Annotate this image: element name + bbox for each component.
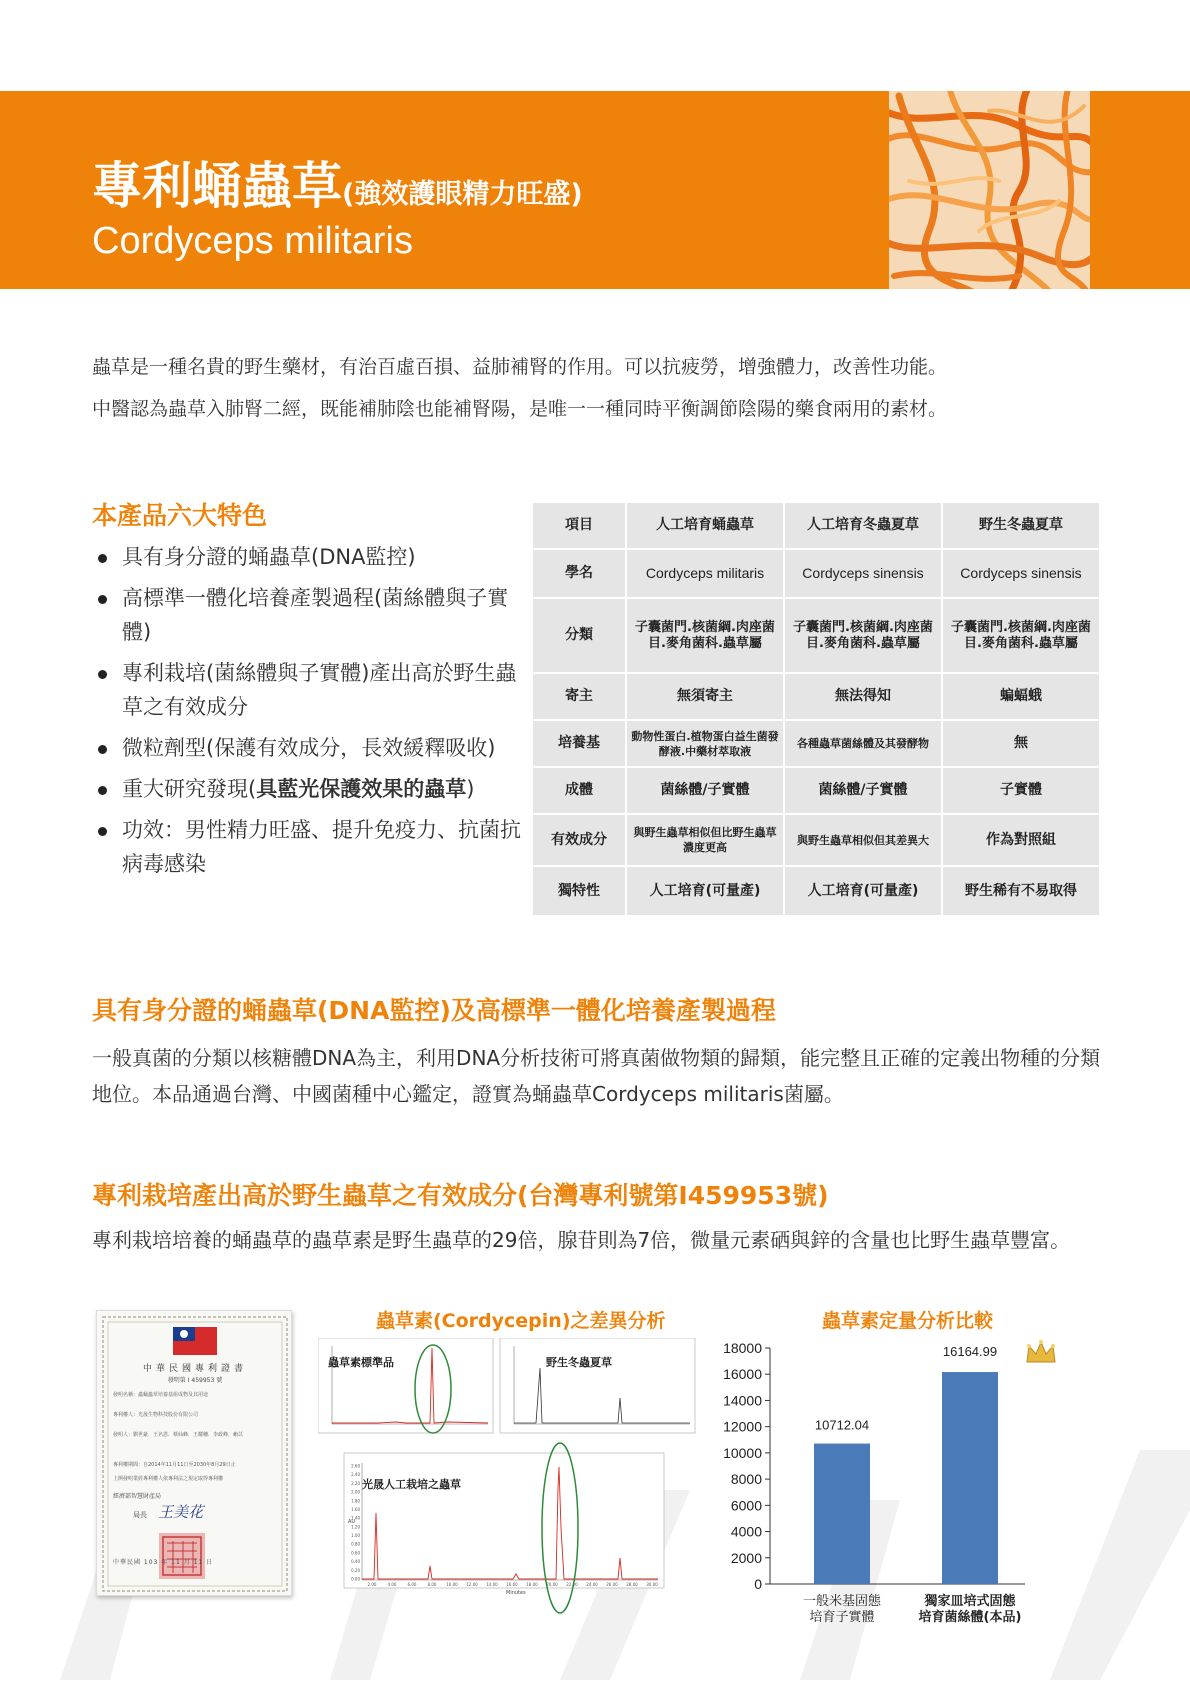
table-cell: 與野生蟲草相似但比野生蟲草濃度更高 xyxy=(627,815,783,865)
hplc-y-tick-label: 2.60 xyxy=(351,1463,360,1469)
category-label: 獨家皿培式固態 xyxy=(924,1594,1016,1609)
table-cell: 人工培育(可量產) xyxy=(627,867,783,915)
patent-section-body: 專利栽培培養的蛹蟲草的蟲草素是野生蟲草的29倍，腺苷則為7倍，微量元素硒與鋅的含量也比野生蟲草豐富。 xyxy=(92,1228,1071,1252)
y-tick-label: 4000 xyxy=(730,1523,762,1540)
hplc-y-tick-label: 1.80 xyxy=(351,1498,360,1504)
hplc-x-tick-label: 26.00 xyxy=(606,1582,618,1587)
table-cell: Cordyceps militaris xyxy=(627,550,783,597)
hplc-y-tick-label: 1.20 xyxy=(351,1524,360,1530)
row-label: 培養基 xyxy=(533,721,625,766)
hplc-y-tick-label: 2.00 xyxy=(351,1489,360,1495)
table-cell: 子實體 xyxy=(943,768,1099,813)
feature-highlight: 具藍光保護效果的蟲草 xyxy=(256,777,467,801)
dna-section-body: 一般真菌的分類以核糖體DNA為主，利用DNA分析技術可將真菌做物類的歸類，能完整且正確的定義出物種的分類地位。本品通過台灣、中國菌種中心鑑定，證實為蛹蟲草Cordyceps militaris菌屬。 xyxy=(92,1046,1101,1106)
table-cell: 無法得知 xyxy=(785,674,941,719)
y-tick-label: 14000 xyxy=(723,1392,762,1409)
feature-item: 具有身分證的蛹蟲草(DNA監控) xyxy=(96,540,526,574)
certificate-row: 專利權人：光晟生物科技股份有限公司 xyxy=(113,1412,199,1418)
patent-certificate xyxy=(96,1310,292,1596)
row-label: 分類 xyxy=(533,599,625,672)
hplc-x-tick-label: 14.00 xyxy=(486,1582,498,1587)
table-row xyxy=(533,815,1099,865)
table-cell: 人工培育(可量產) xyxy=(785,867,941,915)
certificate-note: 上開發明業經專利權人依專利法之規定取得專利權 xyxy=(113,1476,224,1482)
feature-item: 微粒劑型(保護有效成分，長效緩釋吸收) xyxy=(96,731,526,765)
features-heading: 本產品六大特色 xyxy=(92,501,268,530)
table-row xyxy=(533,550,1099,597)
hplc-x-tick-label: 10.00 xyxy=(446,1582,458,1587)
table-header-cell: 人工培育冬蟲夏草 xyxy=(785,503,941,548)
hplc-panel-label: 野生冬蟲夏草 xyxy=(546,1356,612,1369)
bar-chart-bars xyxy=(814,1372,998,1584)
feature-item xyxy=(96,772,526,806)
table-row xyxy=(533,768,1099,813)
table-cell: Cordyceps sinensis xyxy=(785,550,941,597)
hplc-x-tick-label: 30.00 xyxy=(646,1582,658,1587)
hplc-panel-label: 蟲草素標準品 xyxy=(328,1356,394,1369)
y-tick-label: 8000 xyxy=(730,1471,762,1488)
y-tick-label: 0 xyxy=(754,1576,762,1592)
hplc-y-tick-label: 2.40 xyxy=(351,1472,360,1478)
hplc-x-tick-label: 4.00 xyxy=(387,1582,397,1587)
table-cell: 各種蟲草菌絲體及其發酵物 xyxy=(785,721,941,766)
certificate-row: 發明人：劉世豪．王名恩．蔡仙蜂．王耀穗．李政峰．賴苡 xyxy=(113,1432,244,1438)
bar-value-label: 10712.04 xyxy=(814,1417,870,1433)
features-list xyxy=(96,540,526,888)
cordyceps-photo xyxy=(889,91,1090,289)
category-label: 培育菌絲體(本品) xyxy=(918,1610,1022,1625)
intro-line-2: 中醫認為蟲草入肺腎二經，既能補肺陰也能補腎陽，是唯一一種同時平衡調節陰陽的藥食兩用的素材。 xyxy=(92,398,948,420)
hplc-y-tick-label: 0.40 xyxy=(351,1559,360,1565)
hplc-y-tick-label: 0.80 xyxy=(351,1541,360,1547)
hplc-panel-label: 光晟人工栽培之蟲草 xyxy=(362,1478,461,1491)
cordycepin-bar-chart xyxy=(720,1330,1070,1630)
hplc-y-axis-label: AU xyxy=(348,1519,356,1525)
row-label: 寄主 xyxy=(533,674,625,719)
hplc-x-tick-label: 16.00 xyxy=(506,1582,518,1587)
hplc-y-tick-label: 1.00 xyxy=(351,1533,360,1539)
table-cell: 動物性蛋白.植物蛋白益生菌發酵液.中藥材萃取液 xyxy=(627,721,783,766)
certificate-chief: 局長 xyxy=(133,1511,147,1519)
hplc-y-tick-label: 0.60 xyxy=(351,1550,360,1556)
page-title-english: Cordyceps militaris xyxy=(92,220,413,262)
hplc-chromatograms xyxy=(318,1338,698,1618)
official-seal xyxy=(97,1311,293,1597)
row-label: 有效成分 xyxy=(533,815,625,865)
table-row xyxy=(533,674,1099,719)
y-tick-label: 10000 xyxy=(723,1444,762,1461)
certificate-title: 中華民國專利證書 xyxy=(142,1364,247,1374)
table-header-cell: 野生冬蟲夏草 xyxy=(943,503,1099,548)
feature-text: 重大研究發現( xyxy=(122,777,257,801)
feature-text: ) xyxy=(466,777,475,801)
hplc-x-tick-label: 2.00 xyxy=(367,1582,377,1587)
table-row xyxy=(533,867,1099,915)
hplc-x-tick-label: 6.00 xyxy=(407,1582,417,1587)
hplc-y-tick-label: 1.40 xyxy=(351,1515,360,1521)
certificate-signature: 王美花 xyxy=(158,1503,204,1521)
category-label: 一般米基固態 xyxy=(802,1594,882,1609)
feature-item: 專利栽培(菌絲體與子實體)產出高於野生蟲草之有效成分 xyxy=(96,656,526,724)
hplc-y-tick-label: 0.20 xyxy=(351,1567,360,1573)
table-cell: 蝙蝠蛾 xyxy=(943,674,1099,719)
crown-icon xyxy=(1027,1340,1055,1362)
table-header-row xyxy=(533,503,1099,548)
row-label: 成體 xyxy=(533,768,625,813)
table-cell: 子囊菌門.核菌綱.肉座菌目.麥角菌科.蟲草屬 xyxy=(785,599,941,672)
table-cell: 無 xyxy=(943,721,1099,766)
table-row xyxy=(533,599,1099,672)
hplc-y-tick-label: 0.00 xyxy=(351,1576,360,1582)
row-label: 獨特性 xyxy=(533,867,625,915)
table-cell: 無須寄主 xyxy=(627,674,783,719)
feature-item: 功效：男性精力旺盛、提升免疫力、抗菌抗病毒感染 xyxy=(96,813,526,881)
hplc-panel-wild xyxy=(500,1338,695,1433)
hplc-panel-standard xyxy=(318,1338,493,1433)
hplc-x-tick-label: 8.00 xyxy=(427,1582,437,1587)
comparison-table xyxy=(531,501,1101,917)
hplc-y-tick-label: 2.20 xyxy=(351,1480,360,1486)
hplc-x-tick-label: 24.00 xyxy=(586,1582,598,1587)
table-cell: 菌絲體/子實體 xyxy=(627,768,783,813)
hplc-x-tick-label: 18.00 xyxy=(526,1582,538,1587)
certificate-number: 發明第 I 459953 號 xyxy=(167,1377,223,1384)
table-cell: 與野生蟲草相似但其差異大 xyxy=(785,815,941,865)
table-header-cell: 人工培育蛹蟲草 xyxy=(627,503,783,548)
certificate-term: 專利權期間：自2014年11月11日至2030年8月29日止 xyxy=(113,1462,236,1468)
hplc-x-tick-label: 20.00 xyxy=(546,1582,558,1587)
y-tick-label: 18000 xyxy=(723,1340,762,1356)
row-label: 學名 xyxy=(533,550,625,597)
category-label: 培育子實體 xyxy=(809,1610,875,1625)
hplc-x-tick-label: 28.00 xyxy=(626,1582,638,1587)
page-title xyxy=(92,158,583,223)
table-cell: 子囊菌門.核菌綱.肉座菌目.麥角菌科.蟲草屬 xyxy=(943,599,1099,672)
table-row xyxy=(533,721,1099,766)
hplc-panel-cultivated xyxy=(344,1443,664,1613)
hplc-x-ticks xyxy=(368,1582,659,1587)
hplc-x-tick-label: 12.00 xyxy=(466,1582,478,1587)
certificate-office: 經濟部智慧財產局 xyxy=(113,1493,162,1500)
y-tick-label: 16000 xyxy=(723,1366,762,1383)
title-main: 專利蛹蟲草 xyxy=(92,157,342,215)
bar-value-label: 16164.99 xyxy=(942,1344,998,1360)
table-cell: 野生稀有不易取得 xyxy=(943,867,1099,915)
table-cell: 菌絲體/子實體 xyxy=(785,768,941,813)
hplc-y-tick-label: 1.60 xyxy=(351,1506,360,1512)
table-header-cell: 項目 xyxy=(533,503,625,548)
hplc-chart-title: 蟲草素(Cordycepin)之差異分析 xyxy=(376,1310,666,1332)
certificate-date: 中華民國 103 年 11 月 11 日 xyxy=(113,1559,214,1566)
bar xyxy=(942,1372,998,1584)
y-tick-label: 12000 xyxy=(723,1418,762,1435)
certificate-row: 發明名稱：蟲蛹蟲草培養基組成物及其用途 xyxy=(113,1392,209,1398)
title-subtitle: (強效護眼精力旺盛) xyxy=(342,179,583,210)
hplc-x-axis-label: Minutes xyxy=(506,1590,526,1596)
bar xyxy=(814,1444,870,1584)
dna-section-heading: 具有身分證的蛹蟲草(DNA監控)及高標準一體化培養產製過程 xyxy=(92,996,776,1025)
feature-item: 高標準一體化培養產製過程(菌絲體與子實體) xyxy=(96,581,526,649)
y-tick-label: 6000 xyxy=(730,1497,762,1514)
y-tick-label: 2000 xyxy=(730,1549,762,1566)
bar-chart-title: 蟲草素定量分析比較 xyxy=(822,1310,994,1332)
table-cell: Cordyceps sinensis xyxy=(943,550,1099,597)
intro-line-1: 蟲草是一種名貴的野生藥材，有治百虛百損、益肺補腎的作用。可以抗疲勞，增強體力，改善性功能。 xyxy=(92,356,948,378)
patent-section-heading: 專利栽培產出高於野生蟲草之有效成分(台灣專利號第I459953號) xyxy=(92,1181,829,1210)
hplc-x-tick-label: 22.00 xyxy=(566,1582,578,1587)
table-cell: 子囊菌門.核菌綱.肉座菌目.麥角菌科.蟲草屬 xyxy=(627,599,783,672)
table-cell: 作為對照組 xyxy=(943,815,1099,865)
